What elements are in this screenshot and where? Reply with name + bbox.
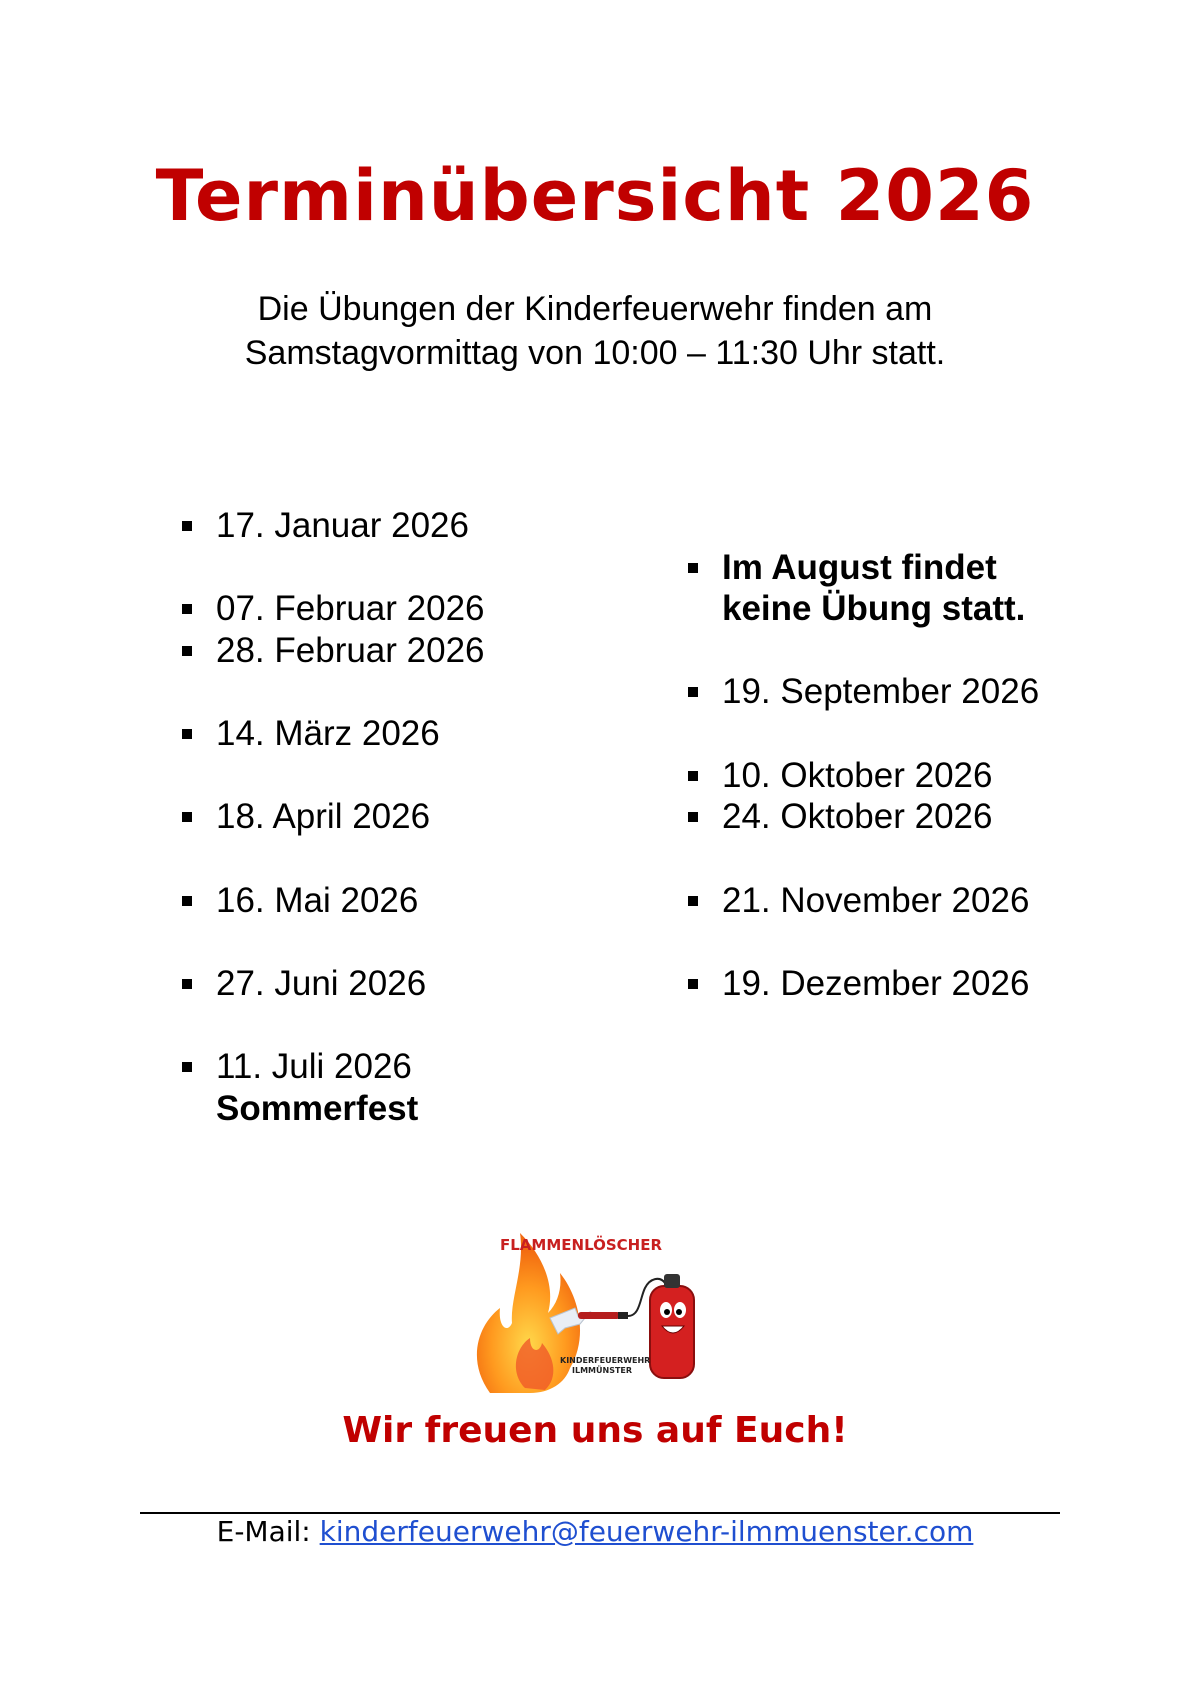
bullet-icon (182, 646, 192, 656)
bullet-icon (688, 812, 698, 822)
date-text: 14. März 2026 (216, 714, 440, 753)
date-text: 19. Dezember 2026 (722, 964, 1030, 1003)
date-text: 16. Mai 2026 (216, 881, 419, 920)
date-text: 17. Januar 2026 (216, 506, 469, 545)
bullet-icon (182, 729, 192, 739)
bullet-icon (182, 979, 192, 989)
closing-text: Wir freuen uns auf Euch! (342, 1410, 848, 1451)
date-text: 11. Juli 2026 (216, 1047, 412, 1086)
august-note-line-2: keine Übung statt. (722, 589, 1026, 628)
logo-brand-text: FLAMMENLÖSCHER (500, 1236, 663, 1254)
date-text: 18. April 2026 (216, 797, 431, 836)
bullet-icon (688, 896, 698, 906)
bullet-icon (182, 812, 192, 822)
date-text: 07. Februar 2026 (216, 589, 485, 628)
date-text: 24. Oktober 2026 (722, 797, 993, 836)
intro-line-2: Samstagvormittag von 10:00 – 11:30 Uhr statt. (244, 334, 946, 372)
bullet-icon (688, 771, 698, 781)
footer-divider (140, 1512, 1060, 1514)
date-text: 27. Juni 2026 (216, 964, 427, 1003)
date-text: 10. Oktober 2026 (722, 756, 993, 795)
fire-extinguisher-mascot-icon (470, 1228, 730, 1398)
date-text: 21. November 2026 (722, 881, 1030, 920)
bullet-icon (182, 604, 192, 614)
logo-sub-line-2: ILMMÜNSTER (572, 1366, 633, 1375)
email-link[interactable]: kinderfeuerwehr@feuerwehr-ilmmuenster.com (319, 1515, 974, 1548)
intro-line-1: Die Übungen der Kinderfeuerwehr finden am (257, 290, 933, 328)
bullet-icon (688, 563, 698, 573)
summer-fest-note: Sommerfest (216, 1089, 419, 1128)
date-text: 28. Februar 2026 (216, 631, 485, 670)
bullet-icon (688, 979, 698, 989)
date-text: 19. September 2026 (722, 672, 1040, 711)
contact-line (0, 1515, 1190, 1548)
flammenloescher-logo (470, 1228, 730, 1398)
august-note-line-1: Im August findet (722, 548, 997, 587)
bullet-icon (688, 687, 698, 697)
page-title: Terminübersicht 2026 (155, 155, 1035, 237)
email-label: E-Mail: (216, 1515, 320, 1548)
intro-text (0, 287, 1190, 375)
bullet-icon (182, 1062, 192, 1072)
logo-sub-line-1: KINDERFEUERWEHR (560, 1356, 651, 1365)
bullet-icon (182, 521, 192, 531)
bullet-icon (182, 896, 192, 906)
